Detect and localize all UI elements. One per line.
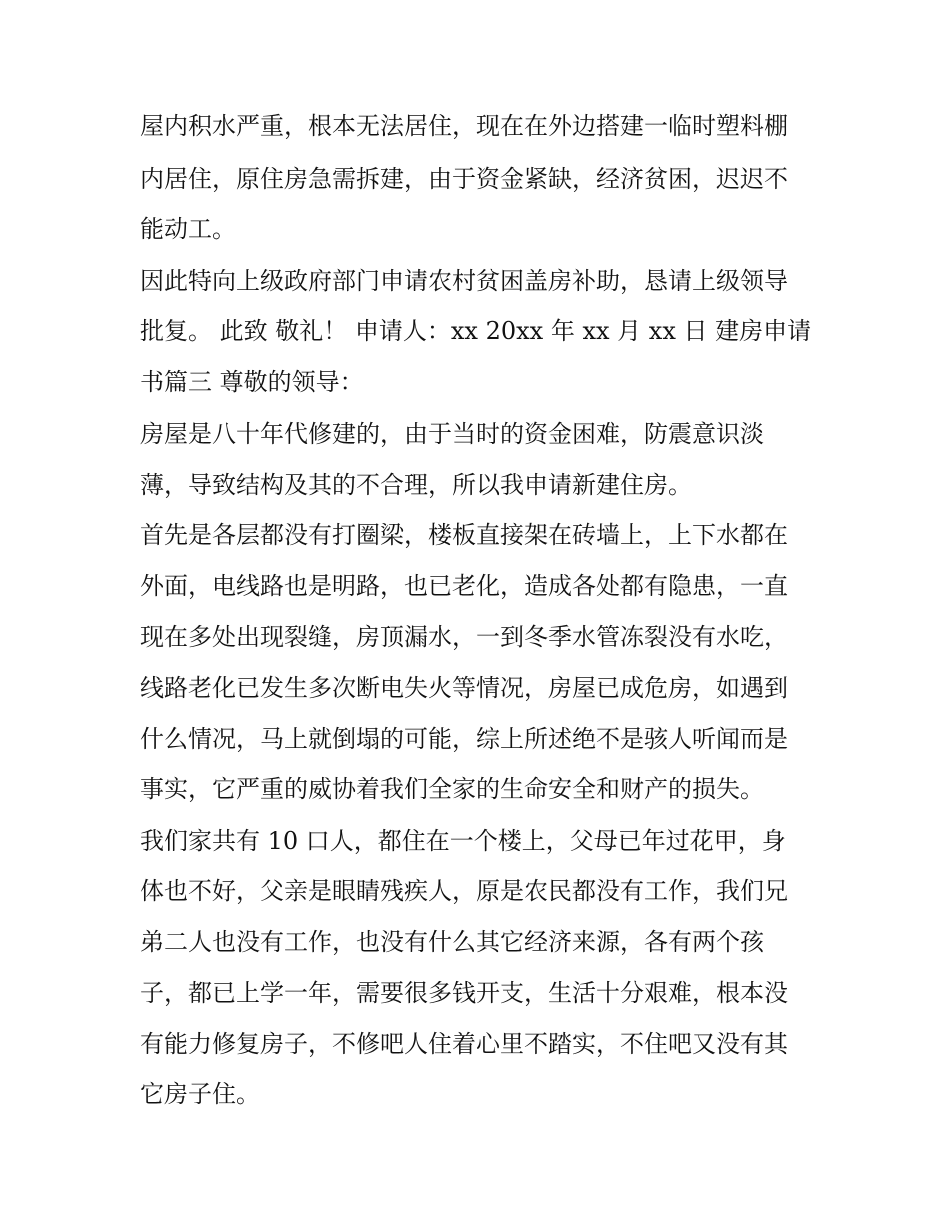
text-line: 批复。 此致 敬礼！ 申请人：xx 20xx 年 xx 月 xx 日 建房申请 xyxy=(140,317,812,345)
text-line: 薄，导致结构及其的不合理，所以我申请新建住房。 xyxy=(140,471,692,499)
text-line: 弟二人也没有工作，也没有什么其它经济来源，各有两个孩 xyxy=(140,928,764,956)
text-line: 首先是各层都没有打圈梁，楼板直接架在砖墙上，上下水都在 xyxy=(140,521,788,549)
text-line: 房屋是八十年代修建的，由于当时的资金困难，防震意识淡 xyxy=(140,420,764,448)
text-line: 什么情况，马上就倒塌的可能，综上所述绝不是骇人听闻而是 xyxy=(140,725,788,753)
text-line: 因此特向上级政府部门申请农村贫困盖房补助，恳请上级领导 xyxy=(140,267,788,295)
text-line: 能动工。 xyxy=(140,215,236,243)
text-line: 内居住，原住房急需拆建，由于资金紧缺，经济贫困，迟迟不 xyxy=(140,165,788,193)
text-line: 书篇三 尊敬的领导： xyxy=(140,368,364,396)
text-line: 体也不好，父亲是眼睛残疾人，原是农民都没有工作，我们兄 xyxy=(140,877,788,905)
text-line: 线路老化已发生多次断电失火等情况，房屋已成危房，如遇到 xyxy=(140,674,788,702)
text-line: 我们家共有 10 口人，都住在一个楼上，父母已年过花甲，身 xyxy=(140,827,786,855)
text-line: 现在多处出现裂缝，房顶漏水，一到冬季水管冻裂没有水吃， xyxy=(140,623,788,651)
text-line: 它房子住。 xyxy=(140,1080,260,1108)
text-line: 有能力修复房子，不修吧人住着心里不踏实，不住吧又没有其 xyxy=(140,1030,788,1058)
text-line: 外面，电线路也是明路，也已老化，造成各处都有隐患，一直 xyxy=(140,572,788,600)
text-line: 事实，它严重的威协着我们全家的生命安全和财产的损失。 xyxy=(140,775,764,803)
text-line: 子，都已上学一年，需要很多钱开支，生活十分艰难，根本没 xyxy=(140,979,788,1007)
text-line: 屋内积水严重，根本无法居住，现在在外边搭建一临时塑料棚 xyxy=(140,112,788,140)
